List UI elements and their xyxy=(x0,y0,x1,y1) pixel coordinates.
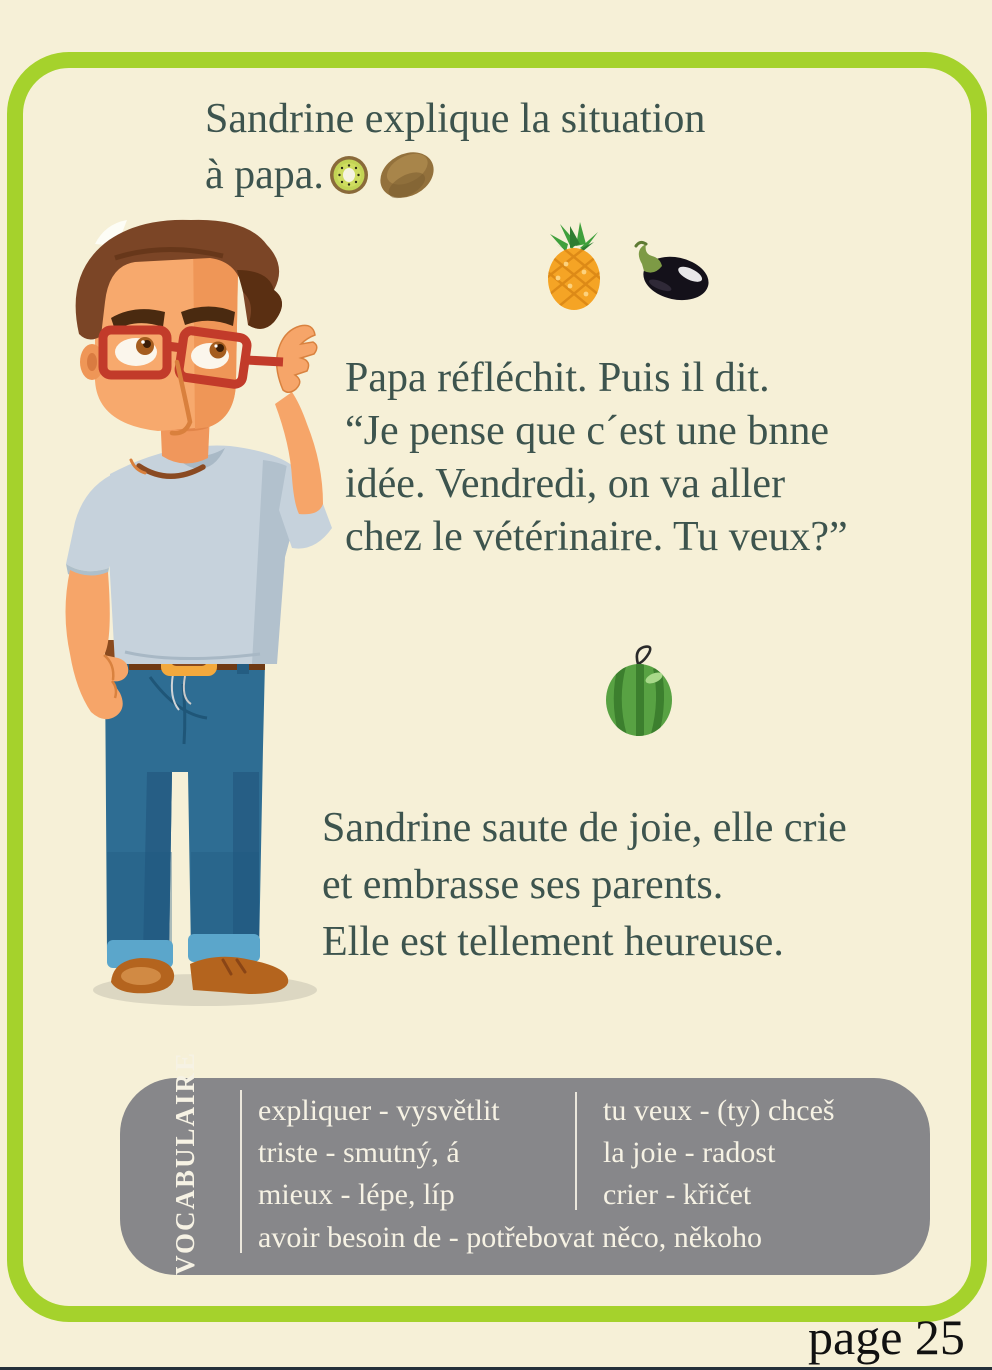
paragraph-papa xyxy=(345,352,848,564)
vocabulary-box xyxy=(120,1051,930,1275)
vocab-item-crier: crier - křičet xyxy=(603,1178,752,1211)
paragraph-papa-line-3: idée. Vendredi, on va aller xyxy=(345,461,786,507)
watermelon-icon xyxy=(598,640,680,738)
vocab-item-expliquer: expliquer - vysvětlit xyxy=(258,1094,500,1127)
paragraph-sandrine xyxy=(322,800,847,971)
vocab-item-avoir-besoin: avoir besoin de - potřebovat něco, někoho xyxy=(258,1221,763,1254)
vocabulary-divider-1 xyxy=(240,1090,242,1253)
vocabulary-heading: VOCABULAIRE xyxy=(170,1051,200,1275)
page-title xyxy=(205,92,705,204)
cartoon-man-illustration xyxy=(55,212,345,1012)
title-line-1: Sandrine explique la situation xyxy=(205,96,706,142)
title-line-2: à papa. xyxy=(205,152,324,198)
vocab-item-la-joie: la joie - radost xyxy=(603,1136,776,1169)
vocab-item-triste: triste - smutný, á xyxy=(258,1136,460,1169)
paragraph-papa-line-1: Papa réfléchit. Puis il dit. xyxy=(345,355,770,401)
kiwi-slice-icon xyxy=(328,154,370,196)
paragraph-papa-line-4: chez le vétérinaire. Tu veux?” xyxy=(345,514,848,560)
paragraph-papa-line-2: “Je pense que c´est une bnne xyxy=(345,408,829,454)
paragraph-sandrine-line-2: et embrasse ses parents. xyxy=(322,862,724,908)
page-number: page 25 xyxy=(808,1309,965,1365)
eggplant-icon xyxy=(626,238,714,306)
paragraph-sandrine-line-1: Sandrine saute de joie, elle crie xyxy=(322,805,847,851)
vocab-item-tu-veux: tu veux - (ty) chceš xyxy=(603,1094,835,1127)
paragraph-sandrine-line-3: Elle est tellement heureuse. xyxy=(322,919,784,965)
pineapple-icon xyxy=(536,220,612,312)
kiwi-whole-icon xyxy=(374,146,440,204)
vocab-item-mieux: mieux - lépe, líp xyxy=(258,1178,455,1211)
vocabulary-divider-2 xyxy=(575,1092,577,1210)
